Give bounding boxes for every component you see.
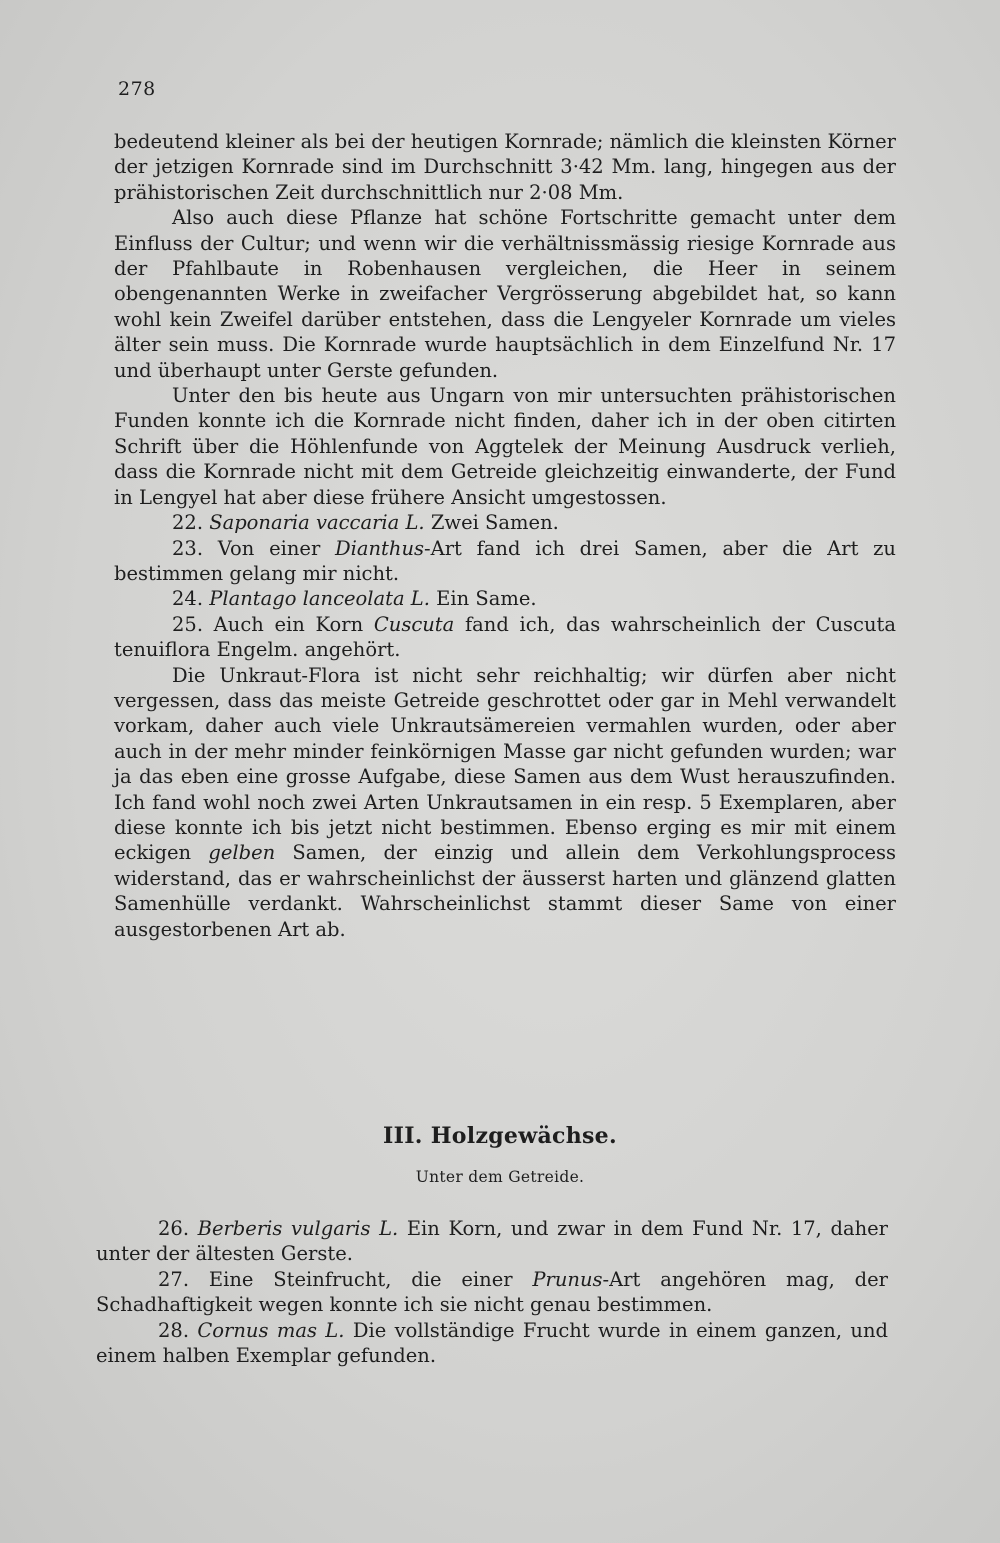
paragraph <box>114 383 896 510</box>
italic-term: Plantago lanceolata L. <box>209 587 430 611</box>
paragraph-item-26 <box>96 1216 888 1267</box>
paragraph-item-28 <box>96 1318 888 1369</box>
paragraph <box>114 129 896 205</box>
text-run: Also auch diese Pflanze hat schöne Fortschritte gemacht unter dem Einfluss der Cultur; und wenn wir die verhältnissmässig riesige Kornrade aus der Pfahlbaute in Robenhausen vergleichen, die Heer in seinem obengenannten Werke in zweifacher Vergrösserung abgebildet hat, so kann wohl kein Zweifel darüber entstehen, dass die Lengyeler Kornrade um vieles älter sein muss. Die Kornrade wurde hauptsächlich in dem Einzelfund Nr. 17 und überhaupt unter Gerste gefunden. <box>114 206 896 382</box>
paragraph-item-23 <box>114 536 896 587</box>
text-run: 22. <box>172 511 210 535</box>
italic-term: Berberis vulgaris L. <box>197 1217 399 1240</box>
paragraph <box>114 663 896 942</box>
text-run: Unter den bis heute aus Ungarn von mir untersuchten prähistorischen Funden konnte ich die Kornrade nicht finden, daher ich in der oben citirten Schrift über die Höhlenfunde von Aggtelek der Meinung Ausdruck verlieh, dass die Kornrade nicht mit dem Getreide gleichzeitig einwanderte, der Fund in Lengyel hat aber diese frühere Ansicht umgestossen. <box>114 384 896 509</box>
section-subheading: Unter dem Getreide. <box>415 1168 585 1186</box>
italic-term: Dianthus <box>335 536 425 560</box>
text-run: fand ich, das wahrscheinlich der Cuscuta tenuiflora Engelm. angehört. <box>114 612 896 662</box>
italic-term: gelben <box>208 841 276 865</box>
paragraph-item-25 <box>114 612 896 663</box>
italic-term: Cornus mas L. <box>197 1318 345 1342</box>
body-text-top <box>114 129 896 942</box>
paragraph-item-22 <box>114 510 896 535</box>
italic-term: Saponaria vaccaria L. <box>209 511 425 535</box>
text-run: bedeutend kleiner als bei der heutigen Kornrade; nämlich die kleinsten Körner der jetzigen Kornrade sind im Durchschnitt 3·42 Mm. lang, hingegen aus der prähistorischen Zeit durchschnittlich nur 2·08 Mm. <box>114 130 896 204</box>
section-heading: III. Holzgewächse. <box>383 1123 617 1149</box>
text-run: -Art fand ich drei Samen, aber die Art zu bestimmen gelang mir nicht. <box>114 536 896 585</box>
body-text-bottom <box>96 1216 888 1368</box>
italic-term: Prunus <box>532 1267 603 1291</box>
text-run: 23. Von einer <box>172 536 335 560</box>
text-run: Ein Same. <box>429 587 537 611</box>
text-run: 27. Eine Steinfrucht, die einer <box>158 1267 533 1291</box>
paragraph-item-27 <box>96 1267 888 1318</box>
text-run: 26. <box>158 1217 198 1240</box>
italic-term: Cuscuta <box>373 612 455 636</box>
text-run: 25. Auch ein Korn <box>172 612 374 636</box>
text-run: Samen, der einzig und allein dem Verkohlungsprocess widerstand, das er wahrscheinlichst der äusserst harten und glänzend glatten Samenhülle verdankt. Wahrscheinlichst stammt dieser Same von einer ausgestorbenen Art ab. <box>114 841 897 941</box>
text-run: Zwei Samen. <box>424 511 559 535</box>
text-run: Die vollständige Frucht wurde in einem ganzen, und einem halben Exemplar gefunden. <box>96 1318 889 1368</box>
text-run: Ein Korn, und zwar in dem Fund Nr. 17, daher unter der ältesten Gerste. <box>96 1217 888 1266</box>
text-run: Die Unkraut-Flora ist nicht sehr reichhaltig; wir dürfen aber nicht vergessen, dass das meiste Getreide geschrottet oder gar in Mehl verwandelt vorkam, daher auch viele Unkrautsämereien vermahlen wurden, oder aber auch in der mehr minder feinkörnigen Masse gar nicht gefunden wurden; war ja das eben eine grosse Aufgabe, diese Samen aus dem Wust herauszufinden. Ich fand wohl noch zwei Arten Unkrautsamen in ein resp. 5 Exemplaren, aber diese konnte ich bis jetzt nicht bestimmen. Ebenso erging es mir mit einem eckigen <box>114 663 896 865</box>
text-run: 24. <box>172 587 210 611</box>
paragraph-item-24 <box>114 586 896 611</box>
text-run: 28. <box>158 1318 198 1342</box>
paragraph <box>114 205 896 383</box>
text-run: -Art angehören mag, der Schadhaftigkeit wegen konnte ich sie nicht genau bestimmen. <box>96 1267 888 1317</box>
page-number: 278 <box>118 78 156 100</box>
